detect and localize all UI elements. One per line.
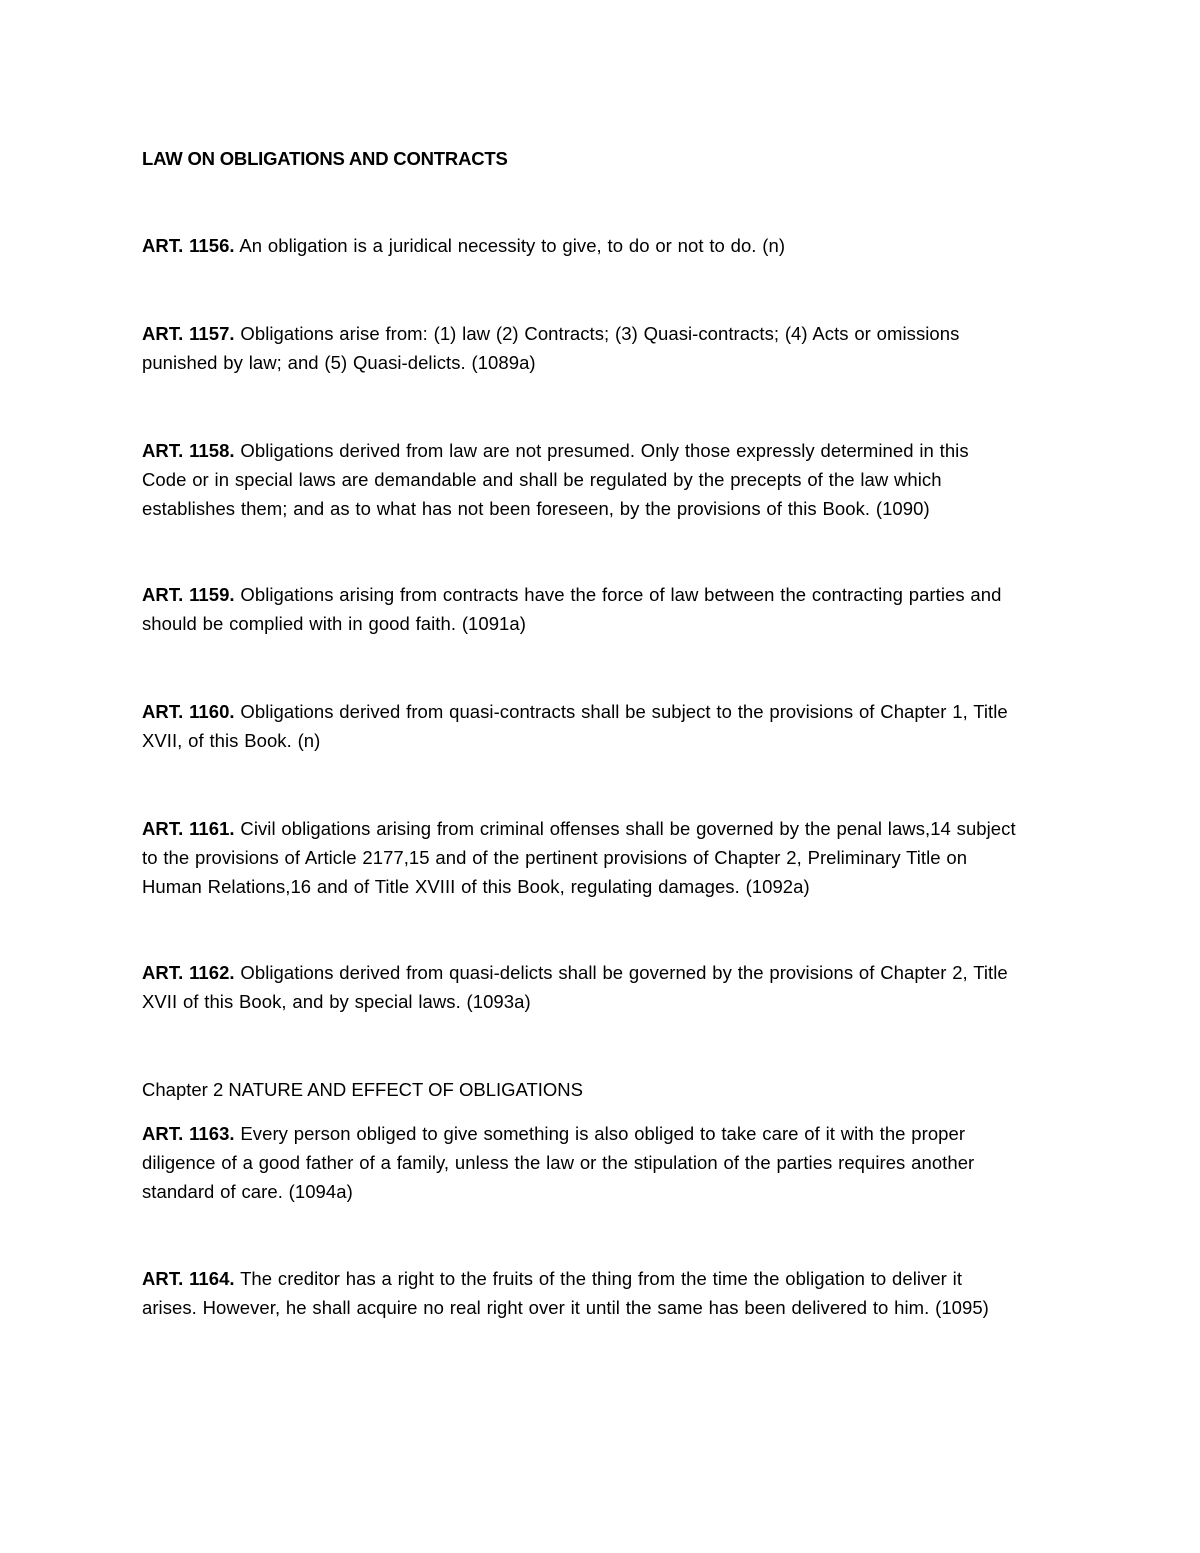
article-line: diligence of a good father of a family, unless the law or the stipulation of the parties requires another (142, 1152, 975, 1173)
article-line (142, 697, 1077, 726)
article-label: ART. 1164. (142, 1268, 235, 1289)
article-line: should be complied with in good faith. (1091a) (142, 613, 526, 634)
article-line (142, 958, 1077, 987)
article-line: to the provisions of Article 2177,15 and of the pertinent provisions of Chapter 2, Preliminary Title on (142, 847, 968, 868)
article-text: An obligation is a juridical necessity to give, to do or not to do. (n) (234, 235, 786, 256)
article-label: ART. 1162. (142, 962, 235, 983)
article-line (142, 1264, 1077, 1293)
article-1159 (142, 580, 1077, 638)
article-label: ART. 1157. (142, 323, 235, 344)
article-text: Obligations arising from contracts have the force of law between the contracting parties and (234, 584, 1002, 605)
article-1160 (142, 697, 1077, 755)
article-text: Obligations derived from law are not presumed. Only those expressly determined in this (234, 440, 969, 461)
article-line: punished by law; and (5) Quasi-delicts. (1089a) (142, 352, 536, 373)
article-label: ART. 1163. (142, 1123, 235, 1144)
document-title: LAW ON OBLIGATIONS AND CONTRACTS (142, 148, 508, 169)
article-label: ART. 1159. (142, 584, 235, 605)
article-label: ART. 1158. (142, 440, 235, 461)
article-line: XVII, of this Book. (n) (142, 730, 321, 751)
article-1158 (142, 436, 1077, 523)
article-line (142, 580, 1077, 609)
article-line: standard of care. (1094a) (142, 1181, 353, 1202)
article-1156 (142, 231, 1077, 260)
article-text: Obligations derived from quasi-contracts shall be subject to the provisions of Chapter 1, Title (234, 701, 1008, 722)
article-line: XVII of this Book, and by special laws. (1093a) (142, 991, 531, 1012)
article-text: Every person obliged to give something is also obliged to take care of it with the proper (234, 1123, 966, 1144)
article-1162 (142, 958, 1077, 1016)
article-1164 (142, 1264, 1077, 1322)
article-line (142, 814, 1077, 843)
article-label: ART. 1161. (142, 818, 235, 839)
article-line: Code or in special laws are demandable and shall be regulated by the precepts of the law which (142, 469, 942, 490)
article-label: ART. 1160. (142, 701, 235, 722)
article-1157 (142, 319, 1077, 377)
article-1163 (142, 1119, 1077, 1206)
article-1161 (142, 814, 1077, 901)
article-text: Civil obligations arising from criminal offenses shall be governed by the penal laws,14 subject (234, 818, 1016, 839)
chapter-heading: Chapter 2 NATURE AND EFFECT OF OBLIGATIONS (142, 1079, 584, 1100)
article-line: establishes them; and as to what has not been foreseen, by the provisions of this Book. (1090) (142, 498, 930, 519)
article-label: ART. 1156. (142, 235, 235, 256)
article-line (142, 231, 1077, 260)
article-line (142, 319, 1077, 348)
article-line: arises. However, he shall acquire no real right over it until the same has been delivered to him. (1095) (142, 1297, 989, 1318)
article-line (142, 436, 1077, 465)
article-line (142, 1119, 1077, 1148)
article-text: The creditor has a right to the fruits of the thing from the time the obligation to deliver it (234, 1268, 963, 1289)
article-line: Human Relations,16 and of Title XVIII of this Book, regulating damages. (1092a) (142, 876, 810, 897)
article-text: Obligations derived from quasi-delicts shall be governed by the provisions of Chapter 2, Title (234, 962, 1008, 983)
article-text: Obligations arise from: (1) law (2) Contracts; (3) Quasi-contracts; (4) Acts or omissions (234, 323, 960, 344)
